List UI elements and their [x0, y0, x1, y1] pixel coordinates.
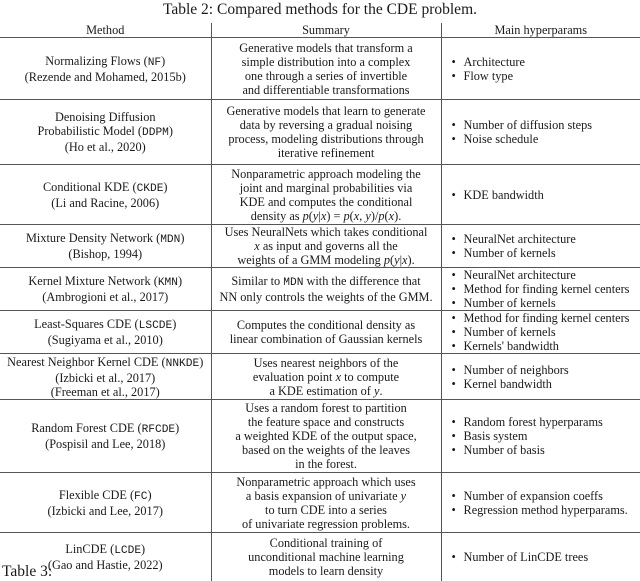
method-cell: Denoising Diffusion Probabilistic Model (DDPM) (Ho et al., 2020)	[0, 100, 211, 165]
method-abbr: NF	[147, 56, 162, 69]
method-abbr: MDN	[160, 234, 181, 246]
summary-line: Generative models that transform a	[239, 40, 413, 55]
summary-line: KDE and computes the conditional	[239, 194, 413, 209]
summary-line: Nonparametric approach which uses	[236, 474, 416, 489]
table-row	[0, 225, 640, 268]
method-cell: Nearest Neighbor Kernel CDE (NNKDE) (Izbicki et al., 2017) (Freeman et al., 2017)	[0, 354, 211, 400]
hyperparams-cell	[441, 100, 640, 165]
summary-line: models to learn density	[268, 563, 384, 578]
summary-line: one through a series of invertible	[244, 68, 408, 83]
summary-line: based on the weights of the leaves	[241, 443, 410, 457]
summary-line: a KDE estimation of y.	[269, 383, 383, 398]
summary-line: NN only controls the weights of the GMM.	[219, 290, 433, 304]
summary-line: data by reversing a gradual noising	[239, 118, 413, 132]
method-name: Probabilistic Model	[37, 124, 135, 138]
method-name: Nearest Neighbor Kernel CDE	[7, 354, 159, 369]
hyperparam-item: • Number of kernels	[452, 246, 638, 260]
method-reference: (Rezende and Mohamed, 2015b)	[24, 69, 186, 84]
method-name: Flexible CDE	[58, 487, 127, 502]
summary-line: weights of a GMM modeling p(y|x).	[237, 253, 415, 267]
method-name: LinCDE	[65, 541, 108, 556]
method-name: Random Forest CDE	[31, 421, 135, 435]
method-abbr: KMN	[157, 277, 178, 289]
summary-line: Generative models that learn to generate	[226, 104, 426, 118]
summary-cell	[211, 533, 441, 581]
table-row	[0, 268, 640, 311]
summary-line: Uses NeuralNets which takes conditional	[224, 225, 428, 239]
summary-line: Uses a random forest to partition	[245, 401, 407, 415]
next-table-caption: Table 3:	[2, 563, 53, 580]
summary-cell	[211, 225, 441, 268]
summary-line: Computes the conditional density as	[236, 318, 416, 332]
summary-line: to turn CDE into a series	[265, 502, 387, 517]
table-row	[0, 400, 640, 473]
column-header-method: Method	[0, 23, 211, 38]
hyperparam-item: • Number of basis	[452, 443, 638, 457]
table-row	[0, 100, 640, 165]
method-name: Least-Squares CDE	[34, 317, 132, 331]
method-name: Conditional KDE	[42, 179, 130, 194]
hyperparam-item: • Number of diffusion steps	[452, 118, 638, 132]
hyperparam-item: • Number of expansion coeffs	[452, 489, 638, 503]
summary-line: Uses nearest neighbors of the	[253, 355, 399, 370]
method-name: Denoising Diffusion	[54, 110, 156, 124]
summary-line: Nonparametric approach modeling the	[231, 166, 421, 181]
summary-line: a basis expansion of univariate y	[245, 488, 407, 503]
table-row	[0, 165, 640, 225]
hyperparam-item: • Regression method hyperparams.	[452, 503, 638, 517]
method-cell: Mixture Density Network (MDN) (Bishop, 1994)	[0, 225, 211, 268]
summary-line: in the forest.	[295, 457, 357, 471]
summary-line: iterative refinement	[277, 146, 375, 160]
summary-line: simple distribution into a complex	[241, 54, 411, 69]
hyperparam-item: • Noise schedule	[452, 132, 638, 146]
hyperparam-item: • NeuralNet architecture	[452, 268, 638, 282]
summary-cell	[211, 268, 441, 311]
method-cell: Random Forest CDE (RFCDE) (Pospisil and Lee, 2018)	[0, 400, 211, 473]
method-reference: (Li and Racine, 2006)	[51, 195, 160, 210]
method-reference: (Gao and Hastie, 2022)	[47, 557, 163, 572]
hyperparam-item: • Method for finding kernel centers	[452, 282, 638, 296]
method-name: Mixture Density Network	[26, 231, 154, 245]
column-header-hyperparams: Main hyperparams	[441, 23, 640, 38]
summary-cell	[211, 311, 441, 354]
table-header-row	[0, 23, 640, 38]
table-row	[0, 354, 640, 400]
method-abbr: LSCDE	[138, 320, 173, 332]
hyperparam-item: • Method for finding kernel centers	[452, 311, 638, 325]
hyperparams-cell	[441, 268, 640, 311]
hyperparam-item: • Number of neighbors	[452, 363, 638, 377]
method-abbr: DDPM	[142, 127, 169, 139]
hyperparam-item: • Kernels' bandwidth	[452, 339, 638, 353]
summary-line: unconditional machine learning	[248, 549, 404, 564]
summary-line: Similar to MDN with the difference that	[231, 274, 421, 289]
hyperparams-cell	[441, 311, 640, 354]
method-abbr: FC	[134, 490, 148, 503]
hyperparam-item: • Number of kernels	[452, 325, 638, 339]
hyperparam-item: • Basis system	[452, 429, 638, 443]
summary-line: the feature space and constructs	[247, 415, 405, 429]
method-cell: Kernel Mixture Network (KMN) (Ambrogioni et al., 2017)	[0, 268, 211, 311]
summary-cell	[211, 38, 441, 100]
table-row	[0, 311, 640, 354]
method-name: Kernel Mixture Network	[28, 274, 151, 288]
method-reference: (Ho et al., 2020)	[64, 140, 146, 154]
summary-line: density as p(y|x) = p(x, y)/p(x).	[250, 208, 402, 223]
summary-cell	[211, 354, 441, 400]
method-reference: (Sugiyama et al., 2010)	[47, 333, 163, 347]
hyperparams-cell	[441, 225, 640, 268]
summary-line: joint and marginal probabilities via	[239, 180, 413, 195]
method-abbr: RFCDE	[141, 424, 176, 436]
method-reference: (Ambrogioni et al., 2017)	[42, 290, 169, 304]
hyperparam-item: • Number of kernels	[452, 296, 638, 310]
method-cell: LinCDE (LCDE) (Gao and Hastie, 2022)	[0, 533, 211, 581]
table-row	[0, 38, 640, 100]
summary-line: evaluation point x to compute	[252, 369, 400, 384]
hyperparam-item: • Kernel bandwidth	[452, 377, 638, 391]
hyperparam-item: • Architecture	[452, 55, 638, 69]
hyperparam-item: • Number of LinCDE trees	[452, 550, 638, 564]
hyperparam-item: • KDE bandwidth	[452, 188, 638, 202]
method-cell: Conditional KDE (CKDE) (Li and Racine, 2006)	[0, 165, 211, 225]
method-abbr: NNKDE	[165, 357, 200, 370]
table-row	[0, 533, 640, 581]
method-name: Normalizing Flows	[45, 53, 141, 68]
summary-line: of univariate regression problems.	[241, 516, 410, 531]
hyperparam-item: • Random forest hyperparams	[452, 415, 638, 429]
summary-line: x as input and governs all the	[254, 239, 398, 253]
summary-cell	[211, 400, 441, 473]
summary-line: Conditional training of	[269, 535, 383, 550]
method-cell: Flexible CDE (FC) (Izbicki and Lee, 2017)	[0, 473, 211, 533]
method-cell: Normalizing Flows (NF) (Rezende and Mohamed, 2015b)	[0, 38, 211, 100]
method-reference: (Izbicki and Lee, 2017)	[47, 503, 163, 518]
summary-line: process, modeling distributions through	[228, 132, 424, 146]
hyperparams-cell	[441, 533, 640, 581]
hyperparams-cell	[441, 38, 640, 100]
hyperparams-cell	[441, 354, 640, 400]
hyperparams-cell	[441, 165, 640, 225]
method-abbr: LCDE	[114, 544, 142, 557]
column-header-summary: Summary	[211, 23, 441, 38]
summary-line: and differentiable transformations	[242, 82, 410, 97]
hyperparam-item: • Flow type	[452, 69, 638, 83]
hyperparams-cell	[441, 473, 640, 533]
summary-cell	[211, 473, 441, 533]
hyperparams-cell	[441, 400, 640, 473]
method-reference: (Bishop, 1994)	[68, 247, 143, 261]
summary-cell	[211, 165, 441, 225]
table-row	[0, 473, 640, 533]
method-reference: (Freeman et al., 2017)	[50, 384, 160, 399]
methods-table	[0, 23, 640, 581]
method-reference: (Pospisil and Lee, 2018)	[45, 437, 166, 451]
method-abbr: CKDE	[136, 182, 164, 195]
summary-line: a weighted KDE of the output space,	[235, 429, 417, 443]
hyperparam-item: • NeuralNet architecture	[452, 232, 638, 246]
method-cell: Least-Squares CDE (LSCDE) (Sugiyama et al., 2010)	[0, 311, 211, 354]
summary-line: linear combination of Gaussian kernels	[229, 332, 423, 346]
method-reference: (Izbicki et al., 2017)	[55, 370, 156, 385]
summary-cell	[211, 100, 441, 165]
table-caption: Table 2: Compared methods for the CDE problem.	[162, 1, 477, 18]
